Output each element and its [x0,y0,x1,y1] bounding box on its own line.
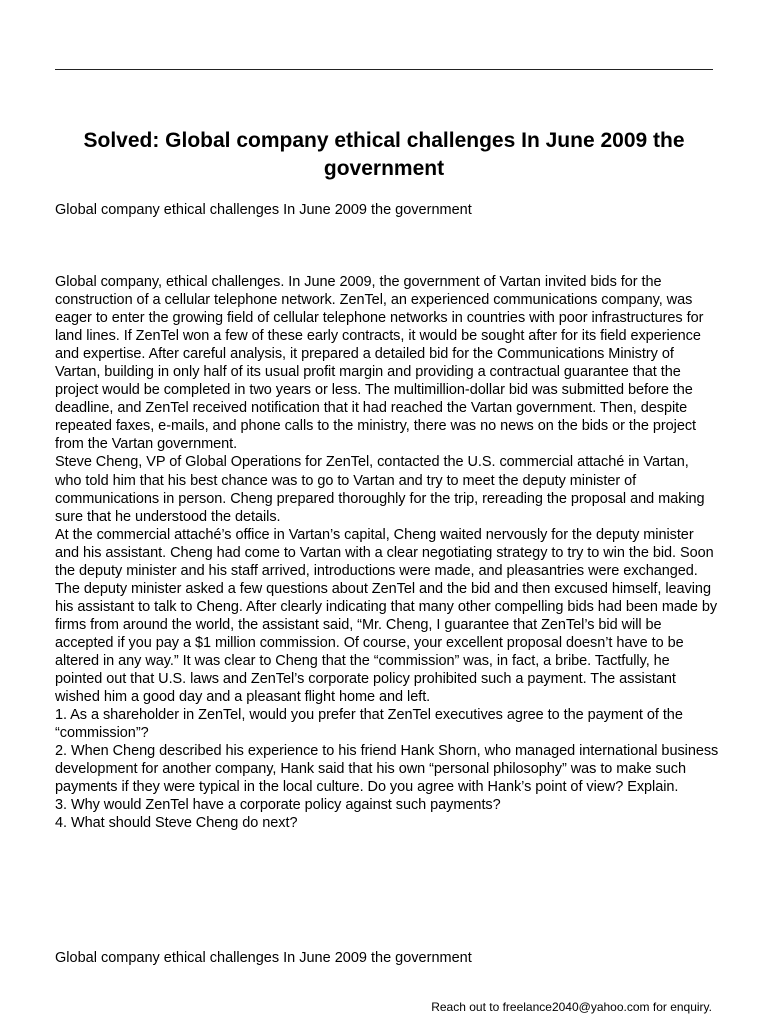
question-2: 2. When Cheng described his experience to his friend Hank Shorn, who managed international business development for another company, Hank said that his own “personal philosophy” was to make such payments if they were typical in the local culture. Do you agree with Hank’s point of view? Explain. [55,743,719,796]
footer-title: Global company ethical challenges In June 2009 the government [55,950,472,966]
page-subtitle: Global company ethical challenges In June 2009 the government [55,202,472,218]
question-4: 4. What should Steve Cheng do next? [55,815,298,832]
question-3: 3. Why would ZenTel have a corporate policy against such payments? [55,797,501,814]
page-title: Solved: Global company ethical challenges In June 2009 the government [83,129,685,180]
header-divider [55,69,713,70]
contact-note: Reach out to freelance2040@yahoo.com for enquiry. [431,1000,712,1014]
document-body [55,273,719,832]
body-paragraph: At the commercial attaché’s office in Vartan’s capital, Cheng waited nervously for the deputy minister and his assistant. Cheng had come to Vartan with a clear negotiating strategy to try to win the bid. Soon the deputy minister and his staff arrived, introductions were made, and pleasantries were exchanged. The deputy minister asked a few questions about ZenTel and the bid and then excused himself, leaving his assistant to talk to Cheng. After clearly indicating that many other compelling bids had been made by firms from around the world, the assistant said, “Mr. Cheng, I guarantee that ZenTel’s bid will be accepted if you pay a $1 million commission. Of course, your excellent proposal doesn’t have to be altered in any way.” It was clear to Cheng that the “commission” was, in fact, a bribe. Tactfully, he pointed out that U.S. laws and ZenTel’s corporate policy prohibited such a payment. The assistant wished him a good day and a pleasant flight home and left. [55,526,718,706]
body-paragraph: Steve Cheng, VP of Global Operations for ZenTel, contacted the U.S. commercial attaché in Vartan, who told him that his best chance was to go to Vartan and try to meet the deputy minister of communications in person. Cheng prepared thoroughly for the trip, rereading the proposal and making sure that he understood the details. [55,454,705,525]
question-1: 1. As a shareholder in ZenTel, would you prefer that ZenTel executives agree to the payment of the “commission”? [55,707,683,742]
body-paragraph: Global company, ethical challenges. In June 2009, the government of Vartan invited bids for the construction of a cellular telephone network. ZenTel, an experienced communications company, was eager to enter the growing field of cellular telephone networks in countries with poor infrastructures for land lines. If ZenTel won a few of these early contracts, it would be sought after for its field experience and expertise. After careful analysis, it prepared a detailed bid for the Communications Ministry of Vartan, building in only half of its usual profit margin and providing a contractual guarantee that the project would be completed in two years or less. The multimillion-dollar bid was submitted before the deadline, and ZenTel received notification that it had reached the Vartan government. Then, despite repeated faxes, e-mails, and phone calls to the ministry, there was no news on the bids or the project from the Vartan government. [55,274,704,453]
